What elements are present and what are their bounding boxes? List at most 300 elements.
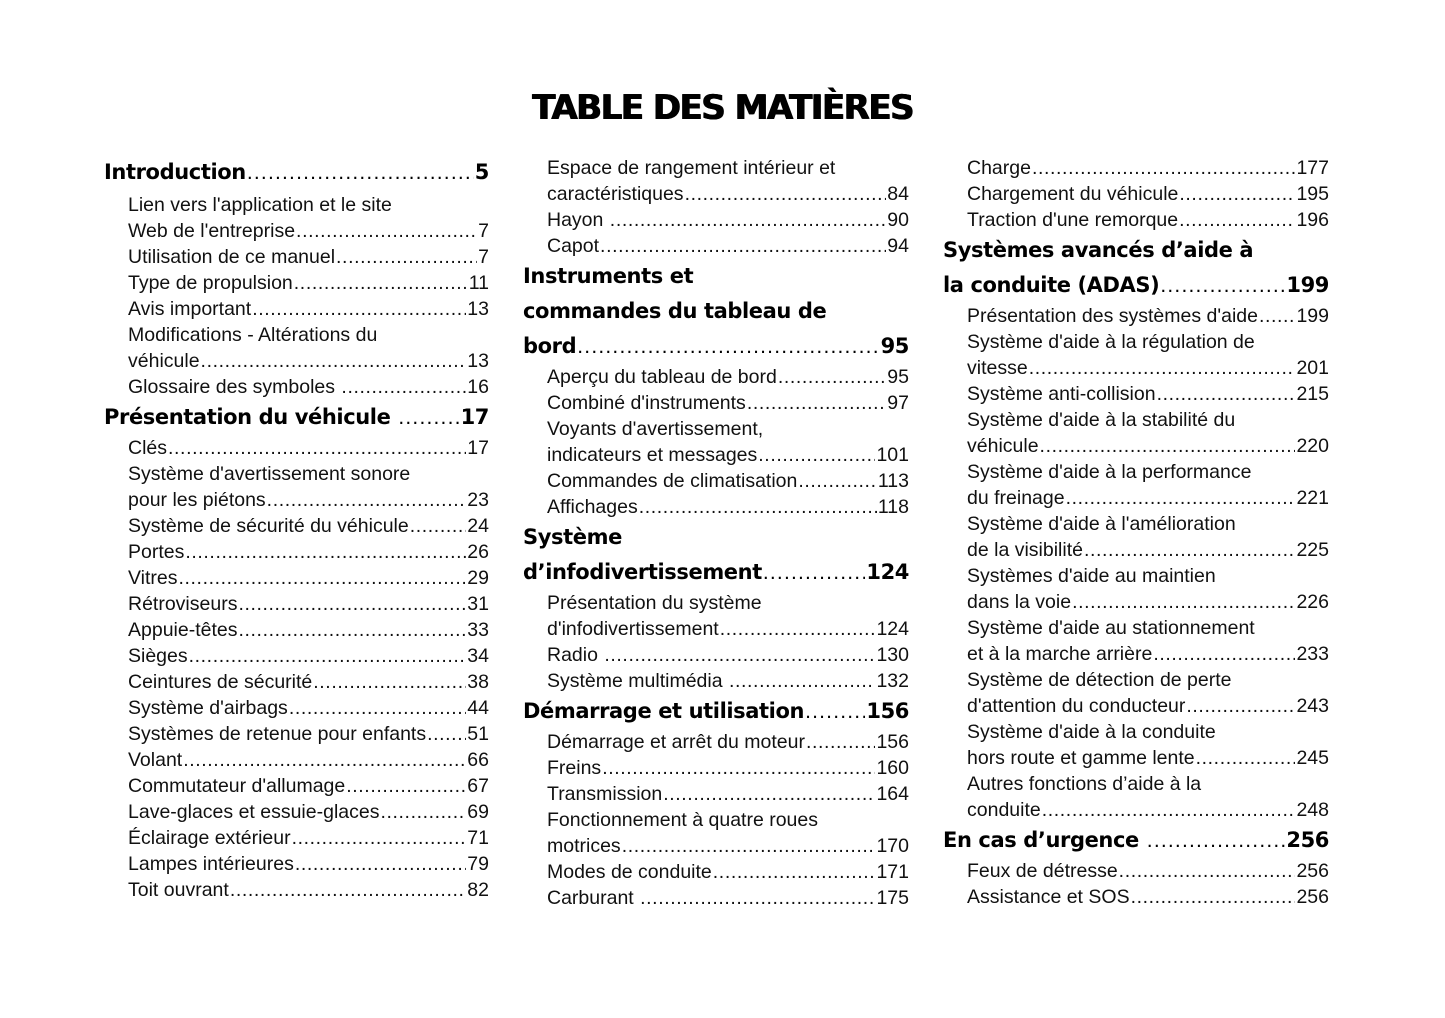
toc-entry-line [967,641,1329,667]
toc-entry-line [967,797,1329,823]
page-number: 220 [1296,435,1329,457]
page-number: 82 [467,879,489,901]
toc-entry-line [967,693,1329,719]
toc-section-title: la conduite (ADAS) [943,273,1160,297]
page-number: 248 [1296,799,1329,821]
toc-entry-line [547,442,909,468]
toc-entry-title: Portes [128,541,185,563]
toc-entry-line [967,537,1329,563]
toc-entry-title: Système multimédia [547,670,728,692]
page-number: 164 [876,783,909,805]
toc-entry-title: Présentation des systèmes d'aide [967,305,1258,327]
toc-entry[interactable] [943,407,1329,459]
toc-entry[interactable] [104,877,489,903]
toc-entry-title: vitesse [967,357,1028,379]
toc-section[interactable] [943,233,1329,303]
toc-entry-title: Rétroviseurs [128,593,238,615]
dot-leader [292,825,467,851]
page-number: 225 [1296,539,1329,561]
toc-entry[interactable] [104,270,489,296]
toc-entry-line [967,433,1329,459]
dot-leader [252,296,466,322]
page-number: 256 [1296,886,1329,908]
toc-section-title-line: Système [523,525,622,549]
dot-leader [1032,155,1295,181]
toc-entry-line [967,884,1329,910]
toc-entry-title: Commutateur d'allumage [128,775,346,797]
page-number: 90 [887,209,909,231]
toc-section-line [523,555,909,590]
dot-leader [1072,589,1295,615]
toc-entry[interactable] [104,374,489,400]
toc-entry-title: Carburant [547,887,640,909]
toc-entry[interactable] [523,668,909,694]
dot-leader [1040,433,1296,459]
dot-leader [806,729,876,755]
toc-entry-title-line: Système de détection de perte [967,669,1232,691]
toc-section[interactable] [523,694,909,729]
toc-entry-line [128,747,489,773]
dot-leader [1066,485,1296,511]
toc-entry-title: Vitres [128,567,178,589]
toc-entry-line [128,643,489,669]
toc-entry[interactable] [523,364,909,390]
toc-entry-title: Volant [128,749,183,771]
toc-entry-line [128,773,489,799]
page-number: 66 [467,749,489,771]
toc-entry-line [128,296,489,322]
toc-entry-line [967,303,1329,329]
toc-entry-line [128,513,489,539]
page-number: 79 [467,853,489,875]
page-number: 199 [1286,273,1329,297]
toc-entry[interactable] [523,390,909,416]
dot-leader [622,833,876,859]
toc-section-title: En cas d’urgence [943,828,1146,852]
toc-entry-title: Ceintures de sécurité [128,671,313,693]
page-number: 31 [467,593,489,615]
page-number: 71 [467,827,489,849]
dot-leader [201,348,467,374]
page-number: 16 [467,376,489,398]
toc-entry-title: du freinage [967,487,1065,509]
dot-leader [1042,797,1296,823]
dot-leader [289,695,466,721]
dot-leader [1179,207,1295,233]
toc-entry-title: Lampes intérieures [128,853,294,875]
dot-leader [1157,381,1296,407]
toc-entry-title: Assistance et SOS [967,886,1130,908]
toc-entry-line [547,207,909,233]
toc-entry[interactable] [943,858,1329,884]
toc-entry-title-line: Système d'aide à la stabilité du [967,409,1236,431]
toc-entry[interactable] [523,859,909,885]
toc-entry-line [547,364,909,390]
toc-entry[interactable] [943,155,1329,181]
toc-entry-title-line: Système d'aide à la performance [967,461,1252,483]
dot-leader [189,643,467,669]
toc-entry-title: indicateurs et messages [547,444,758,466]
toc-entry-line [967,858,1329,884]
page-number: 256 [1286,828,1329,852]
toc-entry-line [547,233,909,259]
toc-entry[interactable] [104,669,489,695]
toc-entry[interactable] [104,825,489,851]
toc-entry-title: Affichages [547,496,638,518]
dot-leader [336,244,477,270]
toc-entry-title-line: Système d'aide au stationnement [967,617,1255,639]
dot-leader [747,390,886,416]
dot-leader [758,442,875,468]
toc-entry-title-line: Système d'aide à l'amélioration [967,513,1236,535]
toc-section-title: Introduction [104,160,246,184]
toc-entry-title: Sièges [128,645,188,667]
page-number: 201 [1296,357,1329,379]
toc-entry-title: Éclairage extérieur [128,827,291,849]
page-number: 51 [467,723,489,745]
toc-entry-line [967,181,1329,207]
toc-entry-line [967,355,1329,381]
dot-leader [577,329,879,364]
toc-entry[interactable] [104,591,489,617]
page-number: 124 [866,560,909,584]
page-number: 195 [1296,183,1329,205]
toc-entry-title: Transmission [547,783,663,805]
dot-leader [230,877,466,903]
toc-entry[interactable] [943,563,1329,615]
toc-column-3 [943,155,1329,910]
toc-entry-line [547,390,909,416]
page-number: 26 [467,541,489,563]
toc-entry[interactable] [104,799,489,825]
dot-leader [778,364,886,390]
toc-entry-title-line: Modifications - Altérations du [128,324,378,346]
dot-leader [238,591,466,617]
toc-entry-title: Feux de détresse [967,860,1118,882]
dot-leader [380,799,466,825]
page-number: 44 [467,697,489,719]
toc-entry-title: motrices [547,835,621,857]
dot-leader [179,565,467,591]
toc-entry[interactable] [523,233,909,259]
toc-entry-title: Commandes de climatisation [547,470,798,492]
page-number: 221 [1296,487,1329,509]
toc-section-title-line: Instruments et [523,264,694,288]
toc-entry-title: Type de propulsion [128,272,293,294]
page-number: 13 [467,350,489,372]
dot-leader [296,218,477,244]
page-number: 67 [467,775,489,797]
toc-entry[interactable] [104,565,489,591]
toc-entry[interactable] [523,807,909,859]
dot-leader [1119,858,1296,884]
toc-entry-title-line: Système d'avertissement sonore [128,463,411,485]
page-number: 13 [467,298,489,320]
toc-section-title: Démarrage et utilisation [523,699,805,723]
toc-entry[interactable] [104,539,489,565]
dot-leader [185,539,466,565]
toc-section[interactable] [943,823,1329,858]
page-number: 95 [880,334,909,358]
toc-column-2 [523,155,909,911]
toc-entry-title: d'infodivertissement [547,618,719,640]
toc-entry-title-line: Fonctionnement à quatre roues [547,809,819,831]
toc-entry-line [128,591,489,617]
dot-leader [1084,537,1295,563]
dot-leader [183,747,466,773]
toc-entry-title: Toit ouvrant [128,879,229,901]
page-number: 69 [467,801,489,823]
toc-entry-title: Combiné d'instruments [547,392,746,414]
dot-leader [798,468,877,494]
toc-entry-title: Systèmes de retenue pour enfants [128,723,427,745]
toc-entry-line [128,851,489,877]
page-number: 7 [478,220,489,242]
page-number: 38 [467,671,489,693]
page-number: 34 [467,645,489,667]
toc-entry-line [967,155,1329,181]
toc-entry[interactable] [523,494,909,520]
dot-leader [346,773,466,799]
dot-leader [1131,884,1296,910]
page-number: 94 [887,235,909,257]
toc-entry[interactable] [523,468,909,494]
toc-entry[interactable] [104,244,489,270]
toc-entry-line [128,877,489,903]
toc-entry[interactable] [104,643,489,669]
dot-leader [602,755,875,781]
toc-entry[interactable] [943,884,1329,910]
toc-entry-line [128,348,489,374]
dot-leader [313,669,466,695]
toc-section-line [104,155,489,192]
toc-section-line [943,268,1329,303]
toc-entry-line [547,642,909,668]
page-number: 132 [876,670,909,692]
toc-entry-line [128,435,489,461]
page-number: 124 [876,618,909,640]
toc-entry[interactable] [104,747,489,773]
toc-entry-title-line: Système d'aide à la régulation de [967,331,1255,353]
toc-entry-title-line: Voyants d'avertissement, [547,418,764,440]
toc-entry-title: Chargement du véhicule [967,183,1179,205]
toc-entry[interactable] [523,781,909,807]
page-number: 226 [1296,591,1329,613]
page-number: 156 [876,731,909,753]
toc-entry-title: Modes de conduite [547,861,712,883]
toc-entry-line [547,729,909,755]
toc-entry-line [967,207,1329,233]
toc-entry-line [128,270,489,296]
toc-entry-title: Charge [967,157,1031,179]
toc-entry[interactable] [943,303,1329,329]
toc-entry-line [128,374,489,400]
dot-leader [1153,641,1295,667]
toc-column-1 [104,155,489,903]
dot-leader [805,694,865,729]
page-number: 5 [474,160,489,184]
toc-entry[interactable] [943,207,1329,233]
dot-leader [729,668,875,694]
dot-leader [247,155,474,190]
toc-entry-title: dans la voie [967,591,1072,613]
toc-entry[interactable] [104,461,489,513]
page-number: 170 [876,835,909,857]
page-number: 7 [478,246,489,268]
toc-entry[interactable] [104,513,489,539]
toc-section-title: Présentation du véhicule [104,405,398,429]
page-number: 118 [877,496,909,518]
toc-entry-title: Système d'airbags [128,697,288,719]
toc-entry-title-line: Autres fonctions d’aide à la [967,773,1202,795]
toc-entry[interactable] [104,296,489,322]
toc-entry[interactable] [943,615,1329,667]
toc-entry-line [128,669,489,695]
page-number: 11 [468,272,489,294]
toc-entry[interactable] [943,329,1329,381]
toc-entry-line [967,589,1329,615]
dot-leader [1179,181,1295,207]
toc-section[interactable] [104,155,489,192]
toc-entry[interactable] [104,851,489,877]
toc-section-line [104,400,489,435]
page-number: 23 [467,489,489,511]
toc-section[interactable] [523,520,909,590]
dot-leader [341,374,466,400]
toc-entry-title: pour les piétons [128,489,266,511]
toc-entry-title: caractéristiques [547,183,684,205]
toc-entry-line [547,668,909,694]
page-title: TABLE DES MATIÈRES [532,88,913,128]
toc-entry-line [128,539,489,565]
toc-entry-title: Freins [547,757,602,779]
toc-entry-title: véhicule [967,435,1039,457]
toc-section[interactable] [523,259,909,364]
page-number: 17 [460,405,489,429]
toc-entry-title: Système de sécurité du véhicule [128,515,409,537]
toc-section[interactable] [104,400,489,435]
toc-entry-title: Traction d'une remorque [967,209,1179,231]
toc-entry-title-line: Systèmes d'aide au maintien [967,565,1216,587]
page-number: 171 [876,861,909,883]
toc-entry-line [128,695,489,721]
toc-entry-title: et à la marche arrière [967,643,1153,665]
toc-entry-line [547,781,909,807]
toc-entry-title: conduite [967,799,1041,821]
toc-entry-line [547,885,909,911]
toc-entry-title-line: Espace de rangement intérieur et [547,157,836,179]
toc-entry-line [967,745,1329,771]
toc-entry-title: Radio [547,644,604,666]
toc-entry[interactable] [523,207,909,233]
dot-leader [720,616,876,642]
toc-entry-title: d'attention du conducteur [967,695,1186,717]
toc-entry-line [547,494,909,520]
toc-entry[interactable] [523,642,909,668]
dot-leader [639,494,877,520]
toc-entry[interactable] [104,617,489,643]
page-number: 95 [887,366,909,388]
toc-entry[interactable] [523,590,909,642]
dot-leader [410,513,467,539]
toc-entry-line [128,487,489,513]
dot-leader [763,555,866,590]
toc-section-title: d’infodivertissement [523,560,762,584]
toc-entry-title: Aperçu du tableau de bord [547,366,777,388]
toc-entry[interactable] [523,155,909,207]
page-number: 215 [1296,383,1329,405]
toc-entry[interactable] [943,771,1329,823]
dot-leader [239,617,467,643]
dot-leader [663,781,875,807]
toc-entry[interactable] [943,511,1329,563]
page-number: 17 [467,437,489,459]
page-number: 97 [887,392,909,414]
toc-entry-line [128,244,489,270]
toc-entry[interactable] [943,459,1329,511]
toc-section-title-line: Systèmes avancés d’aide à [943,238,1254,262]
toc-entry[interactable] [943,719,1329,771]
dot-leader [713,859,876,885]
dot-leader [427,721,466,747]
page-number: 175 [876,887,909,909]
toc-entry-line [128,721,489,747]
dot-leader [295,851,466,877]
dot-leader [294,270,468,296]
toc-entry[interactable] [523,885,909,911]
toc-entry[interactable] [104,322,489,374]
toc-entry-title: hors route et gamme lente [967,747,1195,769]
toc-entry-line [967,381,1329,407]
toc-entry-line [128,825,489,851]
toc-entry-title: Utilisation de ce manuel [128,246,336,268]
page-number: 233 [1296,643,1329,665]
toc-entry[interactable] [104,721,489,747]
page-number: 196 [1296,209,1329,231]
page-number: 101 [876,444,909,466]
toc-entry[interactable] [523,416,909,468]
page-number: 84 [887,183,909,205]
toc-entry[interactable] [523,755,909,781]
page-number: 199 [1296,305,1329,327]
toc-entry[interactable] [943,381,1329,407]
page-number: 113 [877,470,909,492]
dot-leader [168,435,466,461]
toc-entry[interactable] [943,667,1329,719]
toc-entry[interactable] [943,181,1329,207]
toc-entry[interactable] [104,435,489,461]
dot-leader [267,487,467,513]
toc-entry[interactable] [104,695,489,721]
toc-entry-line [547,181,909,207]
toc-entry-line [128,218,489,244]
dot-leader [1259,303,1295,329]
toc-entry-title: véhicule [128,350,200,372]
page-number: 130 [876,644,909,666]
toc-entry-title: Hayon [547,209,609,231]
toc-entry-line [547,468,909,494]
page-number: 243 [1296,695,1329,717]
page-number: 29 [467,567,489,589]
toc-section-title-line: commandes du tableau de [523,299,827,323]
toc-entry-line [547,755,909,781]
toc-entry-title: Appuie-têtes [128,619,238,641]
toc-section-line [523,329,909,364]
toc-entry[interactable] [104,192,489,244]
toc-entry[interactable] [104,773,489,799]
toc-entry-title-line: Lien vers l'application et le site [128,194,392,216]
toc-entry[interactable] [523,729,909,755]
